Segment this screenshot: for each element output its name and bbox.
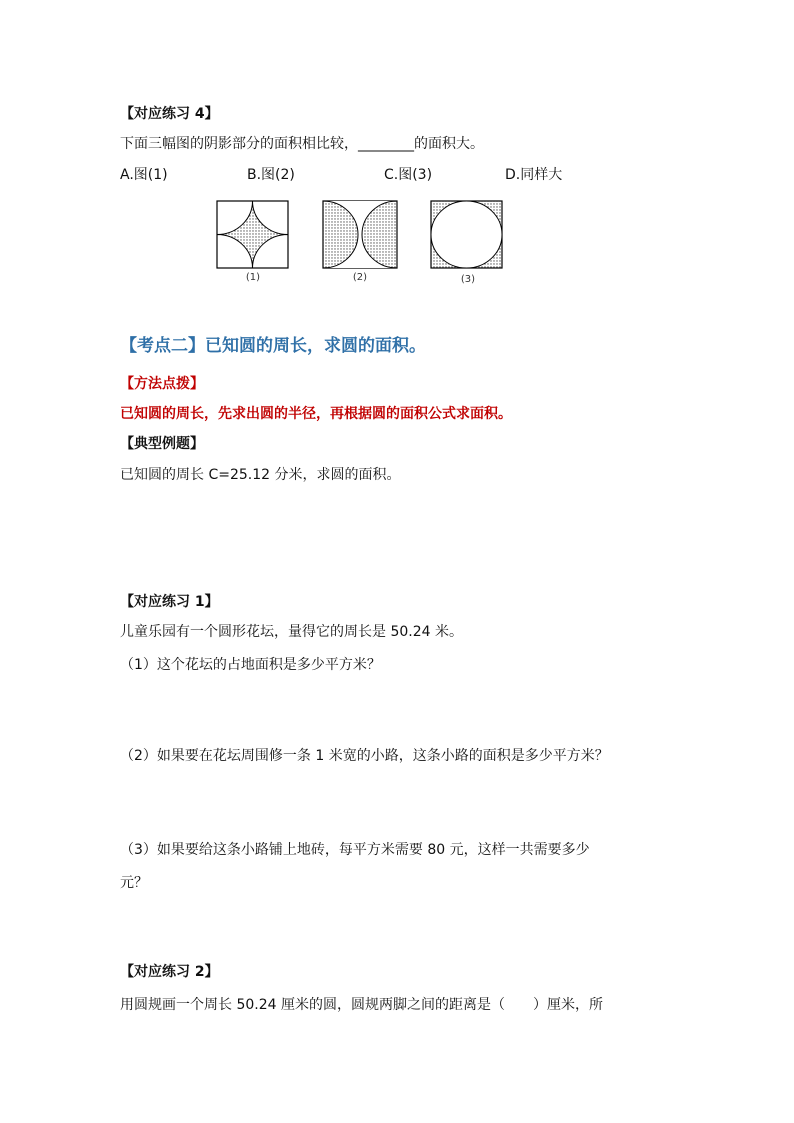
option-c: C.图(3) — [384, 167, 433, 183]
figure-1-label: (1) — [245, 272, 261, 283]
exercise2-heading: 【对应练习 2】 — [120, 964, 219, 980]
method-heading: 【方法点拨】 — [120, 376, 204, 392]
section2-heading: 【考点二】已知圆的周长，求圆的面积。 — [120, 336, 426, 356]
exercise1-heading: 【对应练习 1】 — [120, 594, 219, 610]
method-text: 已知圆的周长，先求出圆的半径，再根据圆的面积公式求面积。 — [120, 406, 512, 422]
option-d: D.同样大 — [505, 167, 563, 183]
exercise1-intro: 儿童乐园有一个圆形花坛，量得它的周长是 50.24 米。 — [120, 624, 463, 640]
inscribed-circle — [431, 201, 502, 268]
figure-1 — [216, 200, 290, 270]
exercise4-options — [120, 164, 680, 186]
figure-2 — [322, 200, 398, 270]
figure-3 — [430, 200, 504, 270]
exercise1-q3-line1: （3）如果要给这条小路铺上地砖，每平方米需要 80 元，这样一共需要多少 — [120, 842, 590, 858]
exercise1-q3-line2: 元？ — [120, 875, 148, 891]
exercise4-question: 下面三幅图的阴影部分的面积相比较，________的面积大。 — [120, 136, 484, 152]
figure-3-label: (3) — [460, 274, 476, 285]
exercise1-q2: （2）如果要在花坛周围修一条 1 米宽的小路，这条小路的面积是多少平方米？ — [120, 748, 609, 764]
exercise2-question: 用圆规画一个周长 50.24 厘米的圆，圆规两脚之间的距离是（ ）厘米，所 — [120, 997, 603, 1013]
example-heading: 【典型例题】 — [120, 436, 204, 452]
option-a: A.图(1) — [120, 167, 168, 183]
example-text: 已知圆的周长 C=25.12 分米，求圆的面积。 — [120, 467, 401, 483]
exercise4-heading: 【对应练习 4】 — [120, 106, 219, 122]
figure-2-label: (2) — [352, 272, 368, 283]
exercise1-q1: （1）这个花坛的占地面积是多少平方米？ — [120, 657, 381, 673]
option-b: B.图(2) — [247, 167, 295, 183]
